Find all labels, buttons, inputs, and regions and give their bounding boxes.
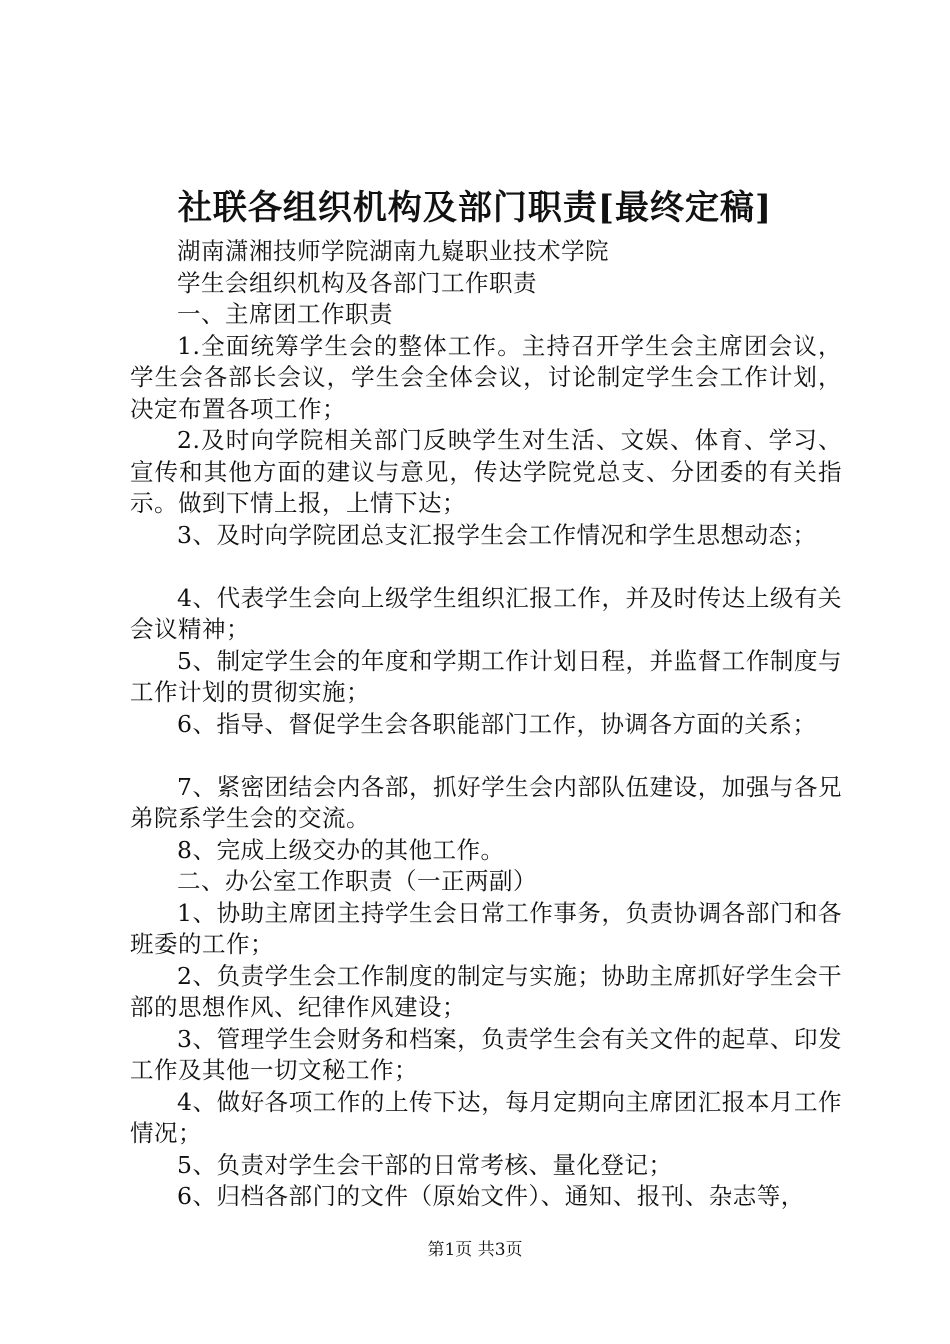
paragraph-item: 1.全面统筹学生会的整体工作。主持召开学生会主席团会议，学生会各部长会议，学生会全体会议，讨论制定学生会工作计划，决定布置各项工作； (130, 331, 842, 423)
paragraph-item: 5、制定学生会的年度和学期工作计划日程，并监督工作制度与工作计划的贯彻实施； (130, 646, 842, 706)
paragraph-item: 6、归档各部门的文件（原始文件）、通知、报刊、杂志等， (177, 1182, 805, 1210)
paragraph-item: 6、指导、督促学生会各职能部门工作，协调各方面的关系； (177, 709, 817, 738)
document-title: 社联各组织机构及部门职责[最终定稿] (177, 188, 773, 228)
paragraph-spacer (130, 551, 842, 583)
paragraph-item: 2、负责学生会工作制度的制定与实施；协助主席抓好学生会干部的思想作风、纪律作风建设； (130, 961, 842, 1021)
paragraph-item: 4、做好各项工作的上传下达，每月定期向主席团汇报本月工作情况； (130, 1087, 842, 1147)
paragraph-item: 4、代表学生会向上级学生组织汇报工作，并及时传达上级有关会议精神； (130, 583, 842, 643)
paragraph-item: 5、负责对学生会干部的日常考核、量化登记； (177, 1150, 673, 1179)
section-heading-office: 二、办公室工作职责（一正两副） (177, 867, 537, 895)
paragraph-school-names: 湖南潇湘技师学院湖南九嶷职业技术学院 (177, 237, 609, 265)
paragraph-item: 8、完成上级交办的其他工作。 (177, 835, 505, 864)
paragraph-spacer (130, 740, 842, 772)
paragraph-item: 7、紧密团结会内各部，抓好学生会内部队伍建设，加强与各兄弟院系学生会的交流。 (130, 772, 842, 832)
paragraph-subtitle: 学生会组织机构及各部门工作职责 (177, 268, 537, 297)
paragraph-item: 1、协助主席团主持学生会日常工作事务，负责协调各部门和各班委的工作； (130, 898, 842, 958)
page-number-footer: 第1页 共3页 (427, 1240, 523, 1260)
paragraph-item: 2.及时向学院相关部门反映学生对生活、文娱、体育、学习、宣传和其他方面的建议与意见，传达学院党总支、分团委的有关指示。做到下情上报，上情下达； (130, 426, 842, 517)
paragraph-item: 3、管理学生会财务和档案，负责学生会有关文件的起草、印发工作及其他一切文秘工作； (130, 1024, 842, 1084)
paragraph-item: 3、及时向学院团总支汇报学生会工作情况和学生思想动态； (177, 520, 817, 549)
section-heading-presidium: 一、主席团工作职责 (177, 300, 393, 328)
document-body (130, 236, 842, 1213)
